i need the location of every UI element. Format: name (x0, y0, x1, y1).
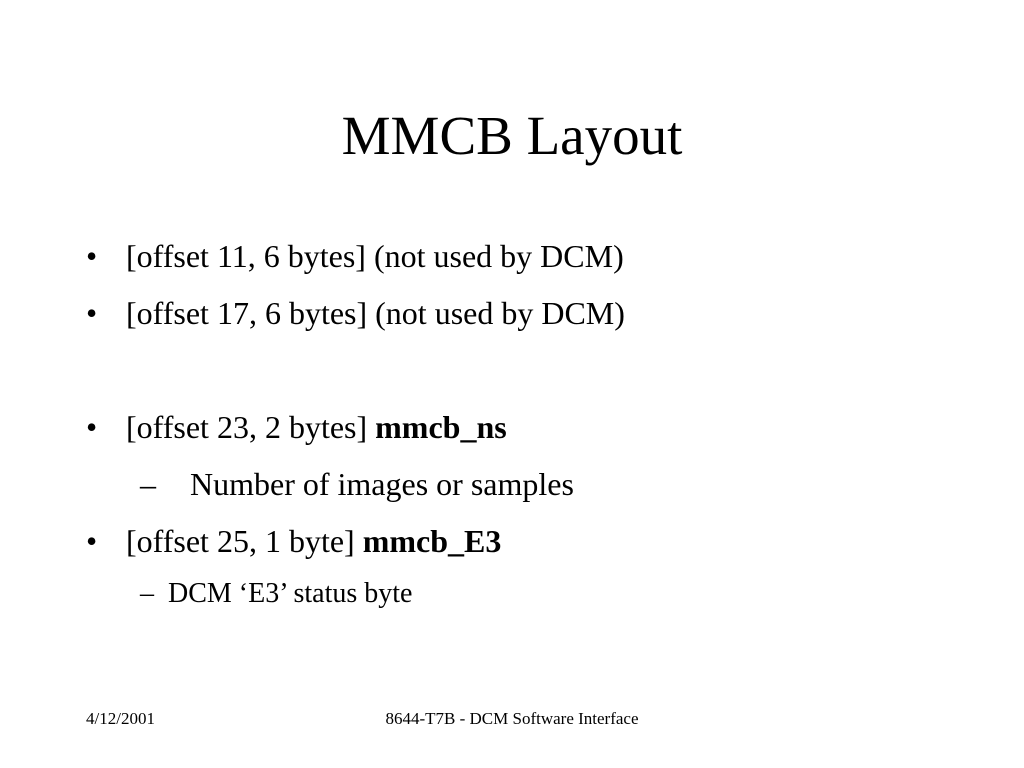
bullet-text (126, 407, 507, 447)
bullet-text (126, 293, 625, 333)
bullet-icon: • (86, 295, 98, 331)
bullet-text-prefix: [offset 17, 6 bytes] (not used by DCM) (126, 295, 625, 331)
sub-bullet-item (0, 574, 1024, 614)
bullet-icon: • (86, 238, 98, 274)
dash-icon: – (140, 466, 156, 502)
bullet-text-bold: mmcb_E3 (362, 523, 502, 559)
dash-icon: – (140, 578, 154, 609)
bullet-text-prefix: [offset 11, 6 bytes] (not used by DCM) (126, 238, 624, 274)
sub-bullet-text: DCM ‘E3’ status byte (168, 578, 413, 609)
slide-title: MMCB Layout (341, 105, 683, 166)
bullet-item (0, 407, 1024, 447)
bullet-icon: • (86, 523, 98, 559)
bullet-text-prefix: [offset 23, 2 bytes] (126, 409, 376, 445)
bullet-icon: • (86, 409, 98, 445)
bullet-text (126, 236, 624, 276)
bullet-item (0, 236, 1024, 276)
sub-bullet-text: Number of images or samples (190, 466, 574, 502)
footer-title: 8644-T7B - DCM Software Interface (385, 709, 639, 728)
bullet-text-prefix: [offset 25, 1 byte] (126, 523, 363, 559)
sub-bullet-item (0, 464, 1024, 504)
bullet-text-bold: mmcb_ns (375, 409, 507, 445)
footer-date: 4/12/2001 (86, 709, 155, 728)
bullet-text (126, 521, 501, 561)
bullet-item (0, 521, 1024, 561)
bullet-item (0, 293, 1024, 333)
